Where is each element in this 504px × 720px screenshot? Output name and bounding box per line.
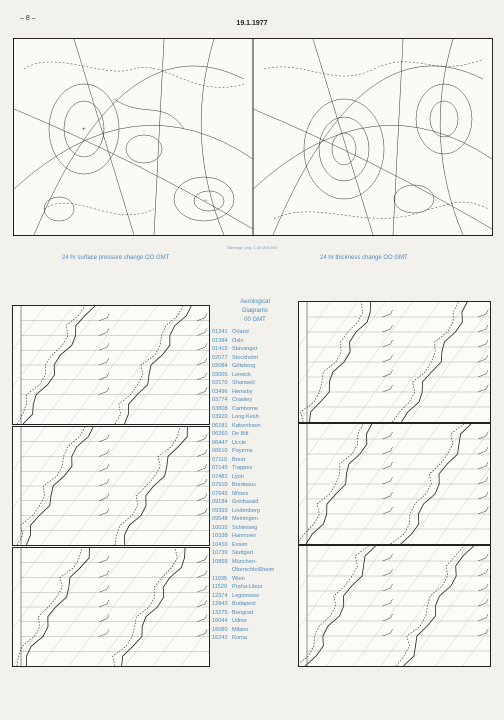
station-code: 06181	[212, 422, 228, 429]
station-entry	[212, 532, 298, 541]
station-entry	[212, 456, 298, 465]
weather-maps	[13, 38, 493, 236]
station-name: Orland	[232, 329, 249, 335]
pressure-change-map	[14, 39, 253, 235]
page-number: – 8 –	[20, 15, 36, 22]
station-name: Stockholm	[232, 354, 259, 361]
station-entry	[212, 328, 298, 337]
station-list	[212, 328, 298, 643]
station-entry	[212, 600, 298, 609]
station-entry	[212, 541, 298, 550]
station-entry	[212, 422, 298, 431]
station-code: 03920	[212, 414, 228, 420]
legend-title-1: Aerological	[240, 299, 270, 305]
station-entry	[212, 354, 298, 363]
station-code: 11520	[212, 584, 228, 590]
station-name: Lerwick	[232, 371, 251, 378]
station-code: 16080	[212, 626, 228, 633]
station-code: 03170	[212, 380, 228, 386]
station-entry	[212, 371, 298, 380]
station-entry	[212, 583, 298, 592]
station-entry	[212, 481, 298, 490]
station-code: 06610	[212, 448, 228, 454]
station-entry	[212, 626, 298, 635]
station-entry	[212, 413, 298, 422]
station-code: 06447	[212, 439, 228, 446]
station-code: 07145	[212, 465, 228, 471]
station-code	[212, 566, 232, 575]
station-code: 10035	[212, 524, 228, 531]
station-name: Bordeaux	[232, 482, 256, 488]
station-entry	[212, 447, 298, 456]
station-code: 03808	[212, 405, 228, 412]
station-entry	[212, 609, 298, 618]
station-name: München-	[232, 558, 257, 565]
caption-thickness-change: 24 hr thickness change OO GMT	[320, 255, 408, 261]
station-name: Wien	[232, 575, 245, 582]
station-code: 07645	[212, 490, 228, 497]
station-code: 09548	[212, 516, 228, 522]
station-code: 16044	[212, 618, 228, 624]
station-name: Brest	[232, 456, 246, 463]
station-name: Crawley	[232, 397, 253, 403]
station-code: 07510	[212, 482, 228, 488]
station-entry	[212, 524, 298, 533]
station-name: Meiningen	[232, 516, 258, 522]
station-code: 01415	[212, 346, 228, 352]
station-code: 13275	[212, 609, 228, 616]
aerological-diagram-4	[298, 301, 491, 423]
station-code: 02077	[212, 354, 228, 361]
station-entry	[212, 473, 298, 482]
station-name: Stavanger	[232, 346, 258, 352]
aerological-diagram-3	[12, 547, 210, 667]
aerological-diagram-2	[12, 426, 210, 546]
station-entry	[212, 490, 298, 499]
station-code: 10338	[212, 533, 228, 539]
aerological-diagram-6	[298, 545, 491, 667]
station-entry	[212, 439, 298, 448]
station-legend	[212, 298, 298, 643]
station-code: 12374	[212, 592, 228, 599]
station-code: 06260	[212, 431, 228, 437]
station-name: Budapest	[232, 601, 256, 607]
station-code: 10410	[212, 541, 228, 548]
station-name: Nîmes	[232, 490, 249, 497]
station-code: 01241	[212, 329, 228, 335]
station-name: Camborne	[232, 405, 259, 412]
aerological-diagram-5	[298, 423, 491, 545]
station-entry	[212, 617, 298, 626]
station-code: 07481	[212, 473, 228, 480]
station-name: Essen	[232, 541, 248, 548]
station-entry	[212, 549, 298, 558]
station-name: Schleswig	[232, 524, 258, 531]
station-code: 09184	[212, 499, 228, 505]
station-entry	[212, 515, 298, 524]
thickness-change-map	[253, 39, 492, 235]
station-code: 01384	[212, 337, 228, 344]
station-code: 10739	[212, 550, 228, 556]
station-entry	[212, 337, 298, 346]
station-name: De Bilt	[232, 431, 249, 437]
station-entry	[212, 507, 298, 516]
station-name: Lindenberg	[232, 507, 260, 514]
station-entry	[212, 430, 298, 439]
station-name: Milano	[232, 626, 249, 633]
station-code: 10868	[212, 558, 228, 565]
station-name: Göteborg	[232, 363, 256, 369]
map-scale: Stereogr. proj. 1:40 000 000	[227, 245, 277, 250]
station-entry	[212, 362, 298, 371]
station-code: 02084	[212, 363, 228, 369]
station-entry	[212, 558, 298, 567]
station-entry	[212, 396, 298, 405]
legend-title-2: Diagrams	[242, 308, 268, 314]
station-code: 12843	[212, 601, 228, 607]
station-entry	[212, 405, 298, 414]
station-name: Lyon	[232, 473, 244, 480]
station-code: 07110	[212, 456, 228, 463]
station-code: 03496	[212, 388, 228, 395]
station-name: Shanwell	[232, 380, 255, 386]
station-name: Udine	[232, 618, 247, 624]
legend-title-3: 00 GMT	[244, 317, 266, 323]
station-code: 11035	[212, 575, 228, 582]
station-entry	[212, 464, 298, 473]
station-name: Hemsby	[232, 388, 253, 395]
station-name: Oberschleißheim	[232, 567, 275, 573]
station-name: Long Kesh	[232, 414, 259, 420]
station-name: Praha-Libus	[232, 584, 263, 590]
station-entry	[212, 575, 298, 584]
station-name: Stuttgart	[232, 550, 254, 556]
station-name: Legionowo	[232, 592, 260, 599]
station-entry	[212, 388, 298, 397]
station-entry	[212, 592, 298, 601]
station-name: Trappes	[232, 465, 253, 471]
page-date: 19.1.1977	[236, 20, 268, 27]
station-code: 03774	[212, 397, 228, 403]
station-entry	[212, 345, 298, 354]
station-entry	[212, 498, 298, 507]
svg-text:+: +	[82, 127, 86, 133]
aerological-diagram-1	[12, 305, 210, 425]
station-name: Roma	[232, 635, 247, 641]
station-entry	[212, 566, 298, 575]
station-code: 16242	[212, 635, 228, 641]
station-name: Payerne	[232, 448, 253, 454]
svg-text:−: −	[204, 198, 208, 204]
station-name: Uccle	[232, 439, 246, 446]
station-entry	[212, 379, 298, 388]
caption-pressure-change: 24 hr surface pressure change OO GMT	[62, 255, 170, 261]
station-code: 03005	[212, 371, 228, 378]
station-name: Greifswald	[232, 499, 259, 505]
station-code: 09393	[212, 507, 228, 514]
station-name: Oslo	[232, 337, 244, 344]
station-name: Hannover	[232, 533, 257, 539]
station-name: København	[232, 422, 261, 429]
station-name: Beograd	[232, 609, 254, 616]
station-entry	[212, 634, 298, 643]
